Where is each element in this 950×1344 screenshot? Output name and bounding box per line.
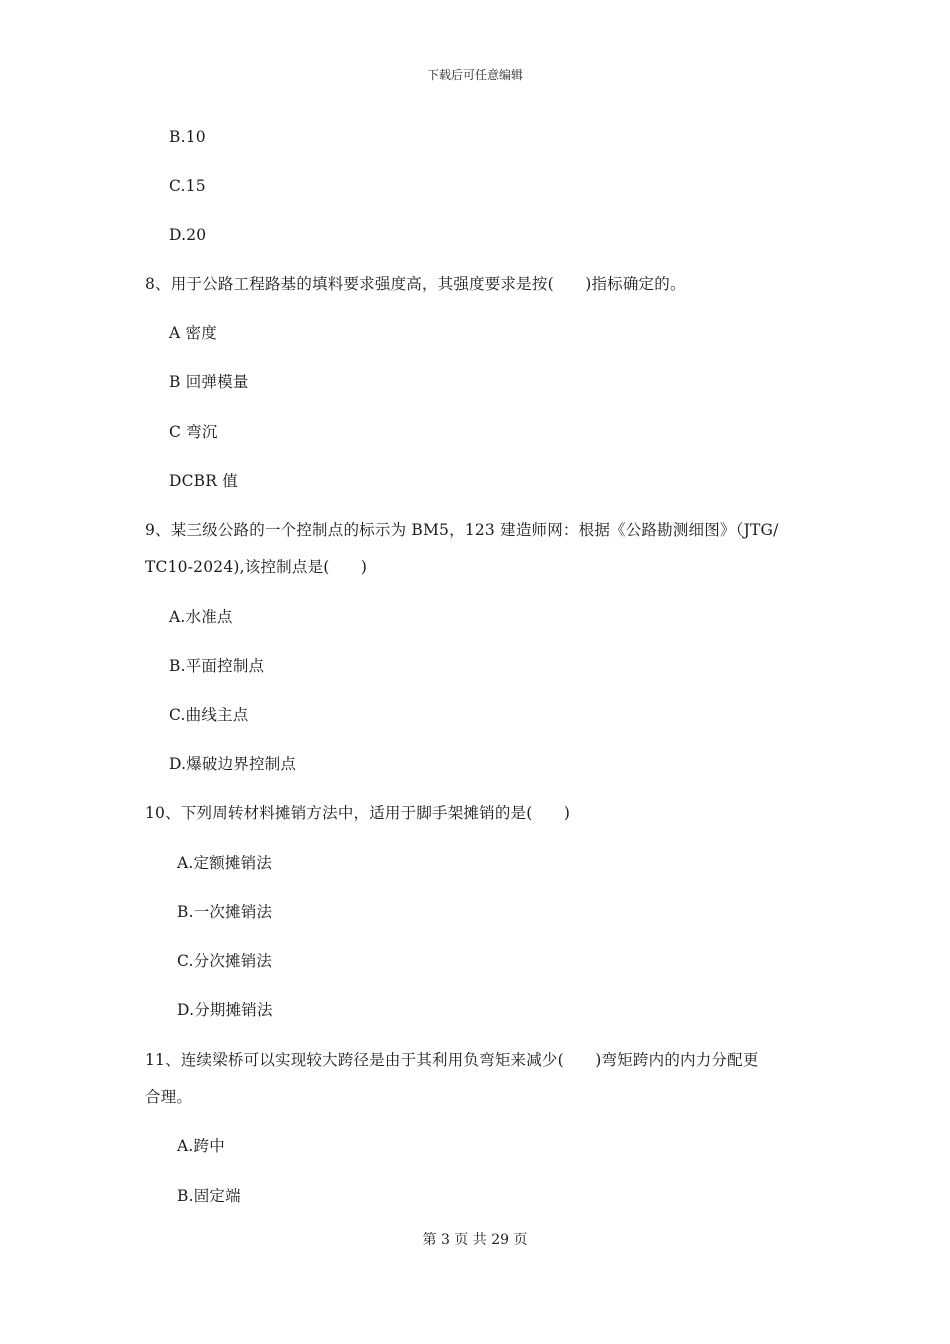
q10-option-d: D.分期摊销法 xyxy=(177,1001,273,1019)
q7-option-b: B.10 xyxy=(169,128,206,146)
q10-option-a: A.定额摊销法 xyxy=(177,854,273,872)
q9-question-line2: TC10-2024),该控制点是( ) xyxy=(145,558,368,576)
q8-option-b: B 回弹模量 xyxy=(169,373,249,391)
q9-option-a: A.水准点 xyxy=(169,608,233,626)
q10-option-b: B.一次摊销法 xyxy=(177,903,273,921)
q9-option-c: C.曲线主点 xyxy=(169,706,249,724)
q8-option-a: A 密度 xyxy=(169,324,217,342)
q11-question-line2: 合理。 xyxy=(145,1088,193,1106)
q9-option-d: D.爆破边界控制点 xyxy=(169,755,297,773)
page-footer: 第 3 页 共 29 页 xyxy=(422,1232,528,1248)
q7-option-c: C.15 xyxy=(169,177,206,195)
q8-option-c: C 弯沉 xyxy=(169,423,218,441)
q9-question-line1: 9、某三级公路的一个控制点的标示为 BM5，123 建造师网：根据《公路勘测细图》（JTG/ xyxy=(145,521,779,539)
page-header: 下载后可任意编辑 xyxy=(426,68,523,82)
q8-option-d: DCBR 值 xyxy=(169,472,238,490)
q11-option-b: B.固定端 xyxy=(177,1187,241,1205)
q8-question: 8、用于公路工程路基的填料要求强度高，其强度要求是按( )指标确定的。 xyxy=(145,275,686,293)
q7-option-d: D.20 xyxy=(169,226,207,244)
q11-option-a: A.跨中 xyxy=(177,1137,225,1155)
q10-option-c: C.分次摊销法 xyxy=(177,952,273,970)
q10-question: 10、下列周转材料摊销方法中，适用于脚手架摊销的是( ) xyxy=(145,804,571,822)
q9-option-b: B.平面控制点 xyxy=(169,657,265,675)
q11-question-line1: 11、连续梁桥可以实现较大跨径是由于其利用负弯矩来减少( )弯矩跨内的内力分配更 xyxy=(145,1051,759,1069)
